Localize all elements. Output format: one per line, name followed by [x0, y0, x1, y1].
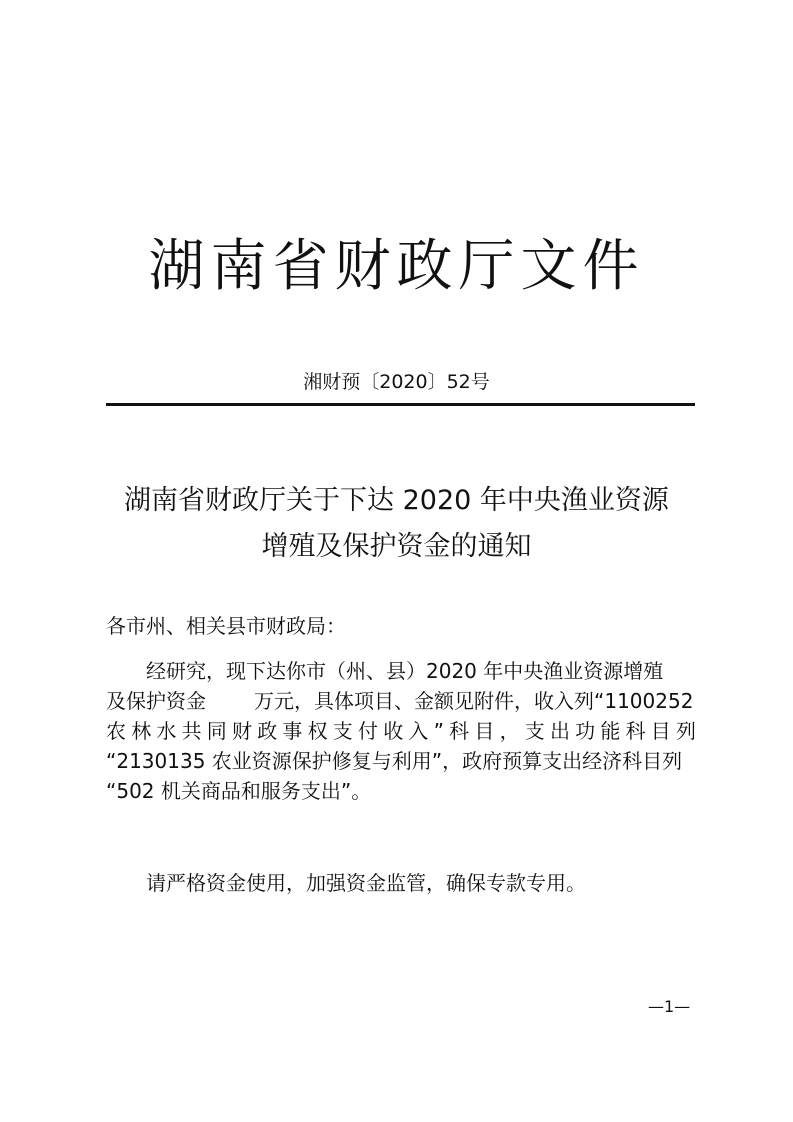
paragraph-1-line-3: 农林水共同财政事权支付收入”科目，支出功能科目列: [106, 719, 696, 743]
document-number: 湘财预〔2020〕52号: [303, 371, 490, 393]
paragraph-1-line-1: 经研究，现下达你市（州、县）2020 年中央渔业资源增殖: [146, 659, 664, 683]
paragraph-1-line-2-part-a: 及保护资金: [106, 689, 206, 713]
body-paragraph-1: [106, 656, 696, 806]
document-title-line-2: 增殖及保护资金的通知: [261, 531, 532, 562]
paragraph-2-line-1: 请严格资金使用，加强资金监管，确保专款专用。: [146, 871, 586, 895]
document-title-line-1: 湖南省财政厅关于下达 2020 年中央渔业资源: [124, 485, 669, 516]
header-divider: [106, 403, 695, 406]
document-title: [90, 478, 703, 570]
masthead-title: 湖南省财政厅文件: [148, 234, 645, 299]
paragraph-1-line-2: [106, 686, 696, 716]
page-number: —1—: [648, 997, 691, 1016]
paragraph-1-line-2-part-b: 万元，具体项目、金额见附件，收入列“1100252: [254, 689, 694, 713]
paragraph-1-line-5: “502 机关商品和服务支出”。: [106, 779, 372, 803]
paragraph-1-line-4: “2130135 农业资源保护修复与利用”，政府预算支出经济科目列: [106, 749, 683, 773]
salutation: 各市州、相关县市财政局：: [106, 614, 346, 638]
body-paragraph-2: [106, 868, 696, 898]
